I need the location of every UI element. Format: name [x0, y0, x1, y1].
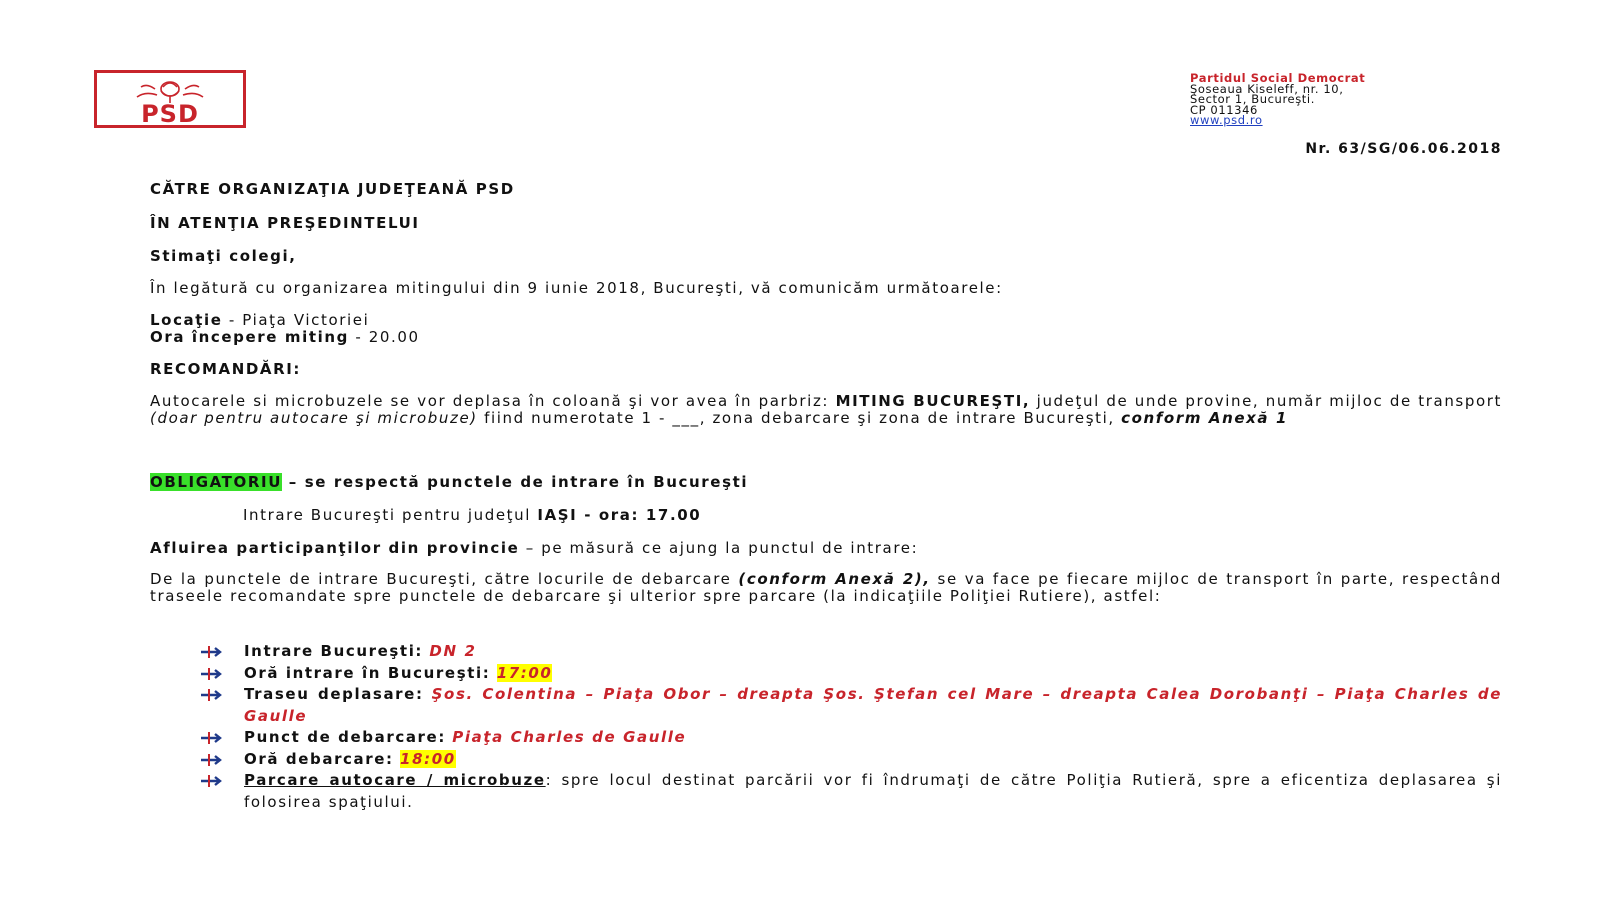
start-value: - 20.00 [348, 327, 420, 346]
mandatory-badge: OBLIGATORIU [150, 473, 282, 491]
entry-value: DN 2 [429, 642, 477, 660]
list-item [200, 749, 1502, 771]
party-address [1190, 73, 1365, 126]
recommendations-paragraph [150, 393, 1502, 426]
event-details [150, 312, 1502, 345]
text-run-bold: MITING BUCUREŞTI, [835, 392, 1031, 410]
attention-line: ÎN ATENŢIA PREŞEDINTELUI [150, 214, 420, 232]
postal-code: CP 011346 [1190, 102, 1258, 117]
logo-text: PSD [141, 100, 199, 128]
recipient-line: CĂTRE ORGANIZAŢIA JUDEŢEANĂ PSD [150, 180, 515, 198]
route-value: Şos. Colentina – Piaţa Obor – dreapta Şos. Ştefan cel Mare – dreapta Calea Dorobanţi – Piaţa Charles de Gaulle [244, 685, 1503, 725]
arrow-bullet-icon [200, 688, 222, 702]
route-label: Traseu deplasare: [244, 685, 424, 703]
annex-reference: conform Anexă 1 [1121, 408, 1288, 427]
list-item [200, 770, 1502, 813]
entry-time-label: Oră intrare în Bucureşti: [244, 663, 491, 682]
list-item [200, 641, 1502, 663]
mandatory-text: – se respectă punctele de intrare în Bucureşti [281, 473, 749, 491]
text-run: Autocarele si microbuzele se vor deplasa în coloană şi vor avea în parbriz: [150, 392, 836, 410]
arrow-bullet-icon [200, 731, 222, 745]
entry-time-value: 17:00 [496, 663, 553, 682]
flow-line [150, 539, 1502, 557]
entry-time: - ora: 17.00 [577, 506, 702, 524]
salutation: Stimaţi colegi, [150, 247, 297, 265]
parking-label: Parcare autocare / microbuze [244, 771, 546, 789]
document-number: Nr. 63/SG/06.06.2018 [1305, 141, 1502, 157]
party-name: Partidul Social Democrat [1190, 71, 1366, 85]
start-label: Ora începere miting [150, 327, 349, 346]
location-label: Locaţie [150, 311, 223, 329]
entry-line [243, 506, 1443, 524]
list-item [200, 663, 1502, 685]
text-run: Intrare Bucureşti pentru judeţul [243, 506, 538, 524]
drop-time-value: 18:00 [400, 749, 456, 768]
parking-text: : spre locul destinat parcării vor fi îndrumaţi de către Poliţia Rutieră, spre a eficentiza deplasarea şi folosirea spaţiului. [244, 771, 1502, 811]
itinerary-list [200, 641, 1502, 813]
annex-reference: (conform Anexă 2), [738, 570, 931, 588]
address-line: Sector 1, Bucureşti. [1190, 92, 1315, 107]
arrow-bullet-icon [200, 774, 222, 788]
mandatory-line [150, 473, 1502, 491]
arrow-bullet-icon [200, 667, 222, 681]
website-link[interactable]: www.psd.ro [1190, 113, 1263, 128]
intro-paragraph: În legătură cu organizarea mitingului din 9 iunie 2018, Bucureşti, vă comunicăm următoarele: [150, 279, 1003, 297]
county-name: IAŞI [537, 506, 578, 524]
location-value: - Piaţa Victoriei [222, 311, 370, 329]
arrow-bullet-icon [200, 753, 222, 767]
flow-label: Afluirea participanţilor din provincie [150, 539, 520, 557]
text-run: se va face pe fiecare mijloc de transport în parte, respectând traseele recomandate spre punctele de debarcare şi ulterior spre parcare (la indicaţiile Poliţiei Rutiere), astfel: [150, 570, 1502, 605]
text-run: fiind numerotate 1 - ___, zona debarcare şi zona de intrare Bucureşti, [477, 408, 1122, 427]
text-run-italic: (doar pentru autocare şi microbuze) [150, 408, 478, 427]
list-item [200, 684, 1502, 727]
list-item [200, 727, 1502, 749]
drop-time-label: Oră debarcare: [244, 749, 394, 768]
text-run: judeţul de unde provine, număr mijloc de transport [1030, 392, 1502, 410]
drop-value: Piaţa Charles de Gaulle [452, 728, 687, 746]
arrow-bullet-icon [200, 645, 222, 659]
drop-label: Punct de debarcare: [244, 728, 446, 746]
flow-text: – pe măsură ce ajung la punctul de intrare: [519, 539, 919, 557]
route-paragraph [150, 571, 1502, 604]
text-run: De la punctele de intrare Bucureşti, către locurile de debarcare [150, 570, 739, 588]
psd-logo [94, 70, 246, 128]
recommendations-heading: RECOMANDĂRI: [150, 360, 302, 378]
entry-label: Intrare Bucureşti: [244, 642, 424, 660]
address-line: Şoseaua Kiseleff, nr. 10, [1190, 81, 1344, 96]
